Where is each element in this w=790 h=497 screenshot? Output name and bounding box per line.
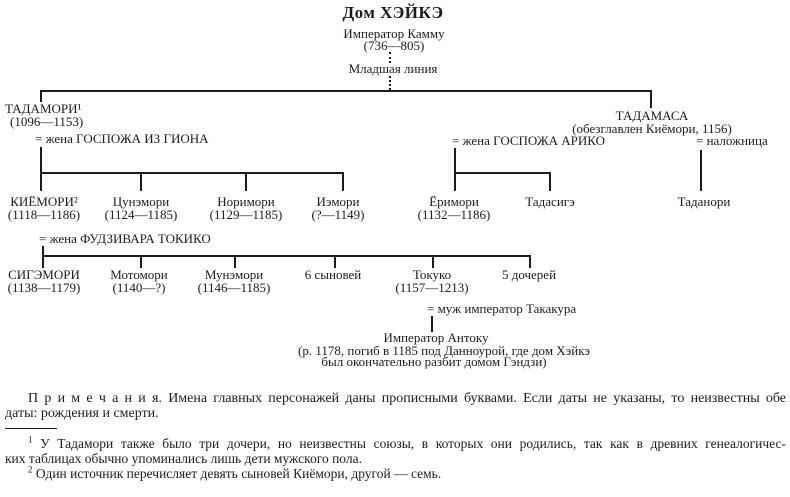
person-name: Норимори [217,194,275,209]
connector-norimori-drop [245,172,247,191]
person-dates: (1118—1186) [7,207,81,222]
node-tadasige [525,195,574,208]
footnote-1-text: У Тадамори также было три дочери, но неизвестны союзы, в которых они родились, так как в древних генеалогичес- [40,436,786,451]
node-tadamori: ТАДАМОРИ¹ [5,101,82,116]
footnote-1-line2: ких таблицах обычно упоминались лишь дети мужского пола. [5,451,362,466]
node-five-daughters [502,268,556,281]
footnote-2-text: Один источник перечисляет девять сыновей Киёмори, другой — семь. [35,466,442,481]
person-dates: (1138—1179) [7,280,81,295]
connector-kiyomori-to-children [42,246,44,268]
tokuko-spouse-label: = муж император Такакура [427,301,577,316]
node-antoku-note-line2: был окончательно разбит домом Гэндзи) [321,354,547,369]
page-title: Дом ХЭЙКЭ [342,3,444,22]
node-antoku-note-line1: (р. 1178, погиб в 1185 под Данноурой, где дом Хэйкэ [298,343,590,358]
node-iemori [312,195,365,221]
notes-body: Имена главных персонажей даны прописными буквами. Если даты не указаны, то неизвестны обе [168,391,787,406]
connector-gen2-left-horizontal [40,172,343,174]
node-emperor-antoku: Император Антоку [383,330,489,345]
footnote-1-line1 [5,436,786,451]
tadamasa-spouse1-label: = жена ГОСПОЖА АРИКО [452,133,606,148]
person-name: КИЁМОРИ² [10,194,78,209]
person-name: Тадасигэ [525,194,575,209]
person-dates: (1124—1185) [104,207,178,222]
notes-paragraph-line1 [5,391,786,406]
kiyomori-spouse-label: = жена ФУДЗИВАРА ТОКИКО [39,231,211,246]
person-dates: (1129—1185) [209,207,283,222]
footnote-1-marker: 1 [28,434,33,445]
footnote-2-marker: 2 [28,464,33,475]
person-dates: (1157—1213) [395,280,469,295]
person-name: Мунэмори [204,267,264,282]
connector-gen3-horizontal [42,255,530,257]
connector-tadasige-drop [549,172,551,191]
node-emperor-kammu: Император Камму [343,26,445,41]
node-tokuko [395,268,468,294]
person-name: СИГЭМОРИ [8,267,80,282]
person-name: Иэмори [316,194,360,209]
person-name: Ёримори [429,194,479,209]
person-name: Мотомори [110,267,168,282]
node-motomori [110,268,168,294]
group-label: 6 сыновей [304,267,362,282]
connector-ariko-to-children [454,148,456,191]
connector-gen1-horizontal [40,90,651,92]
node-emperor-kammu-dates: (736—805) [363,38,425,53]
node-tadanori [678,195,731,208]
dotted-descent-line-lower [389,76,391,90]
branch-label-junior-line: Младшая линия [348,61,438,76]
node-tsunemori [105,195,178,221]
node-kiyomori [8,195,80,221]
node-tadamasa-note: (обезглавлен Киёмори, 1156) [572,121,732,136]
person-dates: (1140—?) [112,280,166,295]
person-dates: (?—1149) [311,207,365,222]
person-name: Цунэмори [112,194,170,209]
node-six-sons [305,268,362,281]
person-dates: (1146—1185) [197,280,271,295]
connector-tadamori-to-children [40,147,42,191]
connector-tadamasa-drop [650,90,652,108]
person-dates: (1132—1186) [417,207,491,222]
tadamori-spouse-label: = жена ГОСПОЖА ИЗ ГИОНА [35,131,209,146]
node-tadamasa: ТАДАМАСА [615,108,689,123]
node-tadamori-dates: (1096—1153) [10,114,84,129]
group-label: 5 дочерей [501,267,557,282]
connector-tsunemori-drop [140,172,142,191]
connector-concubine-to-tadanori [700,150,702,191]
notes-paragraph-line2: даты: рождения и смерти. [5,406,159,421]
node-munemori [198,268,271,294]
node-yorimori [418,195,491,221]
notes-heading: П р и м е ч а н и я. [28,391,162,406]
node-sigemori [8,268,81,294]
footnote-separator-rule [5,428,57,429]
node-norimori [210,195,283,221]
footnote-2 [5,466,786,481]
tadamasa-spouse2-label: = наложница [696,133,768,148]
person-name: Таданори [677,194,731,209]
connector-iemori-drop [342,172,344,191]
connector-gen2-right-horizontal [454,172,550,174]
person-name: Токуко [412,267,452,282]
